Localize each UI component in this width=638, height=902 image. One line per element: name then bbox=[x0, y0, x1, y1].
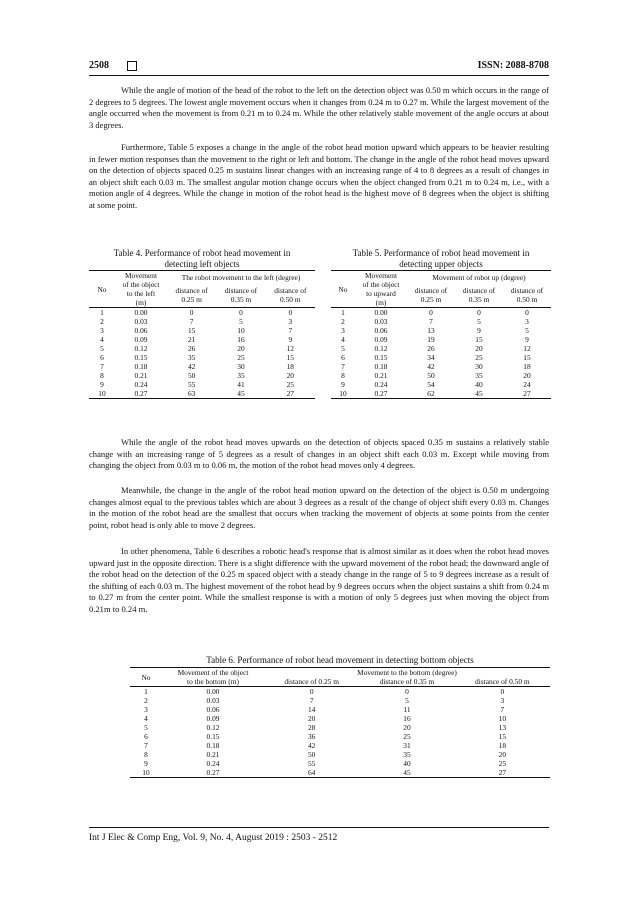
table-4-caption-line-1: Table 4. Performance of robot head movement in bbox=[113, 248, 291, 258]
table-cell: 19 bbox=[427, 335, 435, 344]
table-cell: 7 bbox=[144, 741, 148, 750]
table-cell: 0.21 bbox=[374, 371, 388, 380]
table-4-header-movement bbox=[115, 271, 167, 308]
table-cell: 35 bbox=[187, 353, 196, 362]
table-cell: 50 bbox=[187, 371, 196, 380]
table-row bbox=[89, 335, 315, 344]
table-5-caption bbox=[331, 248, 551, 270]
table-cell: 7 bbox=[341, 362, 345, 371]
table-5-header-movement-line: to upward bbox=[366, 289, 396, 298]
table-cell: 41 bbox=[237, 380, 245, 389]
table-5-header-d3-line: distance of bbox=[510, 286, 544, 296]
table-cell: 0 bbox=[500, 687, 505, 696]
table-cell: 26 bbox=[187, 344, 196, 353]
table-cell: 20 bbox=[237, 344, 245, 353]
table-cell: 4 bbox=[341, 335, 345, 344]
table-4-header-d1 bbox=[167, 283, 216, 307]
header-rule bbox=[89, 75, 549, 76]
table-cell: 3 bbox=[500, 696, 505, 705]
table-5-header-d1-line: 0.25 m bbox=[420, 295, 442, 305]
table-cell: 7 bbox=[189, 317, 194, 326]
table-cell: 2 bbox=[341, 317, 345, 326]
table-cell: 1 bbox=[341, 308, 345, 317]
table-cell: 36 bbox=[307, 732, 316, 741]
table-cell: 20 bbox=[403, 723, 411, 732]
table-cell: 45 bbox=[403, 768, 411, 777]
table-cell: 62 bbox=[427, 389, 435, 398]
table-cell: 31 bbox=[403, 741, 411, 750]
table-cell: 26 bbox=[427, 344, 435, 353]
table-cell: 64 bbox=[307, 768, 316, 777]
table-cell: 0.21 bbox=[206, 750, 220, 759]
table-cell: 55 bbox=[187, 380, 196, 389]
table-4-header-d3 bbox=[266, 283, 315, 307]
table-cell: 25 bbox=[403, 732, 411, 741]
table-cell: 4 bbox=[100, 335, 104, 344]
table-5-caption-line-1: Table 5. Performance of robot head movement in bbox=[352, 248, 530, 258]
table-4-header-movement-line: to the left bbox=[126, 289, 156, 298]
table-cell: 45 bbox=[237, 389, 245, 398]
table-cell: 0 bbox=[477, 308, 481, 317]
table-cell: 27 bbox=[523, 389, 531, 398]
table-5 bbox=[331, 270, 551, 399]
table-cell: 30 bbox=[475, 362, 483, 371]
table-cell: 28 bbox=[307, 723, 316, 732]
table-row bbox=[130, 714, 550, 723]
table-cell: 0.03 bbox=[206, 696, 220, 705]
table-cell: 1 bbox=[100, 308, 104, 317]
table-cell: 0 bbox=[525, 308, 529, 317]
table-cell: 15 bbox=[523, 353, 531, 362]
table-cell: 0.09 bbox=[134, 335, 148, 344]
table-row bbox=[130, 687, 550, 697]
table-row bbox=[331, 362, 551, 371]
table-cell: 7 bbox=[500, 705, 505, 714]
table-cell: 0 bbox=[239, 308, 243, 317]
table-cell: 27 bbox=[286, 389, 294, 398]
table-cell: 0.09 bbox=[206, 714, 220, 723]
table-cell: 3 bbox=[100, 326, 104, 335]
table-cell: 0.24 bbox=[206, 759, 220, 768]
page-header bbox=[89, 60, 549, 74]
table-cell: 42 bbox=[187, 362, 196, 371]
table-5-header-d1-line: distance of bbox=[414, 286, 448, 296]
table-cell: 40 bbox=[475, 380, 483, 389]
table-cell: 10 bbox=[237, 326, 245, 335]
table-cell: 16 bbox=[403, 714, 411, 723]
footer-rule bbox=[89, 827, 549, 828]
table-cell: 9 bbox=[144, 759, 148, 768]
table-4-caption bbox=[89, 248, 315, 270]
table-5-header-d2-line: distance of bbox=[462, 286, 496, 296]
table-6-header-d1: distance of 0.25 m bbox=[284, 677, 339, 686]
table-cell: 0.03 bbox=[374, 317, 388, 326]
paragraph-4: Meanwhile, the change in the angle of the robot head motion upward on the detection of the object is 0.50 m undergoing changes almost equal to the previous tables which are about 3 degrees as a result of the change of object shift every 0.03 m. Changes in the motion of the robot head are the smallest that occurs when tracking the movement of objects at some points from the center point, robot head is only able to move 2 degrees. bbox=[89, 485, 549, 530]
table-cell: 0.24 bbox=[134, 380, 148, 389]
table-cell: 27 bbox=[498, 768, 507, 777]
table-row bbox=[331, 380, 551, 389]
table-5-header-d1 bbox=[407, 283, 455, 307]
table-4-header-d2 bbox=[216, 283, 265, 307]
table-cell: 6 bbox=[100, 353, 104, 362]
table-cell: 0.06 bbox=[206, 705, 220, 714]
table-cell: 8 bbox=[144, 750, 148, 759]
table-cell: 0.06 bbox=[374, 326, 388, 335]
table-4 bbox=[89, 270, 315, 399]
table-6-caption: Table 6. Performance of robot head movement in detecting bottom objects bbox=[206, 655, 474, 665]
table-cell: 3 bbox=[288, 317, 293, 326]
table-cell: 6 bbox=[144, 732, 148, 741]
table-row bbox=[89, 371, 315, 380]
table-cell: 0.18 bbox=[206, 741, 220, 750]
table-6-header-no: No bbox=[130, 668, 162, 687]
table-cell: 0 bbox=[405, 687, 409, 696]
table-6-header-movement bbox=[162, 668, 264, 687]
table-cell: 25 bbox=[475, 353, 483, 362]
table-row bbox=[331, 353, 551, 362]
table-cell: 50 bbox=[307, 750, 316, 759]
paragraph-3: While the angle of the robot head moves upwards on the detection of objects spaced 0.35 m sustains a relatively stable change with an increasing range of 5 degrees as a result of changes in an object shift each 0.03 m. Except while moving from changing the object from 0.03 m to 0.06 m, the motion of the robot head moves only 4 degrees. bbox=[89, 437, 549, 471]
table-row bbox=[130, 723, 550, 732]
table-4-caption-line-2: detecting left objects bbox=[164, 259, 240, 269]
table-4-header-d2-line: distance of bbox=[224, 286, 258, 296]
table-cell: 0 bbox=[429, 308, 433, 317]
table-4-header-d3-line: 0.50 m bbox=[280, 295, 301, 305]
table-cell: 35 bbox=[475, 371, 483, 380]
table-cell: 35 bbox=[403, 750, 411, 759]
table-5-header-no: No bbox=[331, 271, 355, 308]
table-cell: 0.18 bbox=[374, 362, 388, 371]
table-cell: 13 bbox=[498, 723, 507, 732]
table-6-header-d3: distance of 0.50 m bbox=[475, 677, 530, 686]
table-cell: 35 bbox=[237, 371, 245, 380]
table-cell: 30 bbox=[237, 362, 245, 371]
table-cell: 50 bbox=[427, 371, 435, 380]
table-row bbox=[89, 380, 315, 389]
table-cell: 42 bbox=[307, 741, 316, 750]
table-cell: 14 bbox=[307, 705, 316, 714]
table-cell: 0.18 bbox=[134, 362, 148, 371]
table-cell: 13 bbox=[427, 326, 435, 335]
table-4-header-movement-line: Movement bbox=[124, 271, 158, 280]
table-cell: 16 bbox=[237, 335, 245, 344]
table-cell: 0.27 bbox=[206, 768, 220, 777]
table-cell: 4 bbox=[144, 714, 148, 723]
table-cell: 15 bbox=[498, 732, 507, 741]
table-6-header-movement-line: Movement of the object bbox=[177, 668, 249, 677]
table-cell: 9 bbox=[525, 335, 529, 344]
table-cell: 11 bbox=[403, 705, 411, 714]
table-4-header-group: The robot movement to the left (degree) bbox=[181, 272, 301, 282]
table-cell: 15 bbox=[475, 335, 483, 344]
table-row bbox=[130, 705, 550, 714]
table-row bbox=[331, 344, 551, 353]
table-row bbox=[89, 389, 315, 399]
table-row bbox=[130, 696, 550, 705]
table-cell: 3 bbox=[341, 326, 345, 335]
table-cell: 0 bbox=[189, 308, 194, 317]
table-cell: 21 bbox=[187, 335, 196, 344]
table-row bbox=[130, 741, 550, 750]
table-5-caption-line-2: detecting upper objects bbox=[399, 259, 483, 269]
table-cell: 10 bbox=[142, 768, 150, 777]
table-cell: 20 bbox=[286, 371, 294, 380]
table-cell: 40 bbox=[403, 759, 411, 768]
table-5-header-movement-line: of the object bbox=[362, 280, 400, 289]
table-cell: 18 bbox=[498, 741, 507, 750]
table-row bbox=[89, 362, 315, 371]
table-4-header-d2-line: 0.35 m bbox=[230, 295, 252, 305]
table-4-header-movement-line: (m) bbox=[135, 298, 147, 307]
table-cell: 0.00 bbox=[206, 687, 220, 696]
table-row bbox=[130, 768, 550, 778]
box-symbol-icon bbox=[127, 61, 137, 71]
table-cell: 0.12 bbox=[206, 723, 220, 732]
table-cell: 63 bbox=[187, 389, 196, 398]
page-number: 2508 bbox=[89, 60, 109, 71]
table-cell: 2 bbox=[144, 696, 148, 705]
table-cell: 9 bbox=[477, 326, 481, 335]
table-cell: 2 bbox=[100, 317, 104, 326]
table-cell: 24 bbox=[523, 380, 531, 389]
table-cell: 5 bbox=[100, 344, 104, 353]
table-cell: 9 bbox=[341, 380, 345, 389]
table-cell: 20 bbox=[307, 714, 316, 723]
table-row bbox=[130, 750, 550, 759]
table-cell: 9 bbox=[288, 335, 293, 344]
table-cell: 12 bbox=[523, 344, 531, 353]
table-6-header-group: Movement to the bottom (degree) bbox=[357, 668, 457, 677]
table-cell: 20 bbox=[475, 344, 483, 353]
table-cell: 18 bbox=[523, 362, 531, 371]
table-row bbox=[89, 308, 315, 318]
table-cell: 45 bbox=[475, 389, 483, 398]
table-cell: 25 bbox=[237, 353, 245, 362]
table-cell: 0 bbox=[288, 308, 293, 317]
table-cell: 10 bbox=[498, 714, 507, 723]
table-cell: 12 bbox=[286, 344, 294, 353]
table-4-header-d1-line: 0.25 m bbox=[181, 295, 202, 305]
table-cell: 5 bbox=[341, 344, 345, 353]
table-4-header-d1-line: distance of bbox=[175, 286, 208, 296]
table-cell: 25 bbox=[286, 380, 294, 389]
table-row bbox=[130, 732, 550, 741]
table-cell: 0.09 bbox=[374, 335, 388, 344]
table-cell: 0.12 bbox=[134, 344, 148, 353]
table-cell: 7 bbox=[100, 362, 104, 371]
table-cell: 0.24 bbox=[374, 380, 388, 389]
table-row bbox=[89, 317, 315, 326]
table-cell: 8 bbox=[100, 371, 104, 380]
table-cell: 9 bbox=[100, 380, 104, 389]
paragraph-5: In other phenomena, Table 6 describes a robotic head's response that is almost similar as it does when the robot head moves upward just in the opposite direction. There is a slight difference with the upward movement of the robot head; the downward angle of the robot head on the detection of the 0.25 m spaced object with a steady change in the range of 5 to 9 degrees increase as a result of the shifting of each 0.03 m. The highest movement of the robot head by 9 degrees occurs when the object sustains a shift from 0.24 m to 0.27 m from the center point. While the smallest response is with a motion of only 5 degrees just when moving the object from 0.21m to 0.24 m. bbox=[89, 546, 549, 614]
table-row bbox=[89, 326, 315, 335]
table-cell: 10 bbox=[98, 389, 106, 398]
table-row bbox=[331, 335, 551, 344]
table-cell: 42 bbox=[427, 362, 435, 371]
table-cell: 0.03 bbox=[134, 317, 148, 326]
table-cell: 3 bbox=[144, 705, 148, 714]
table-5-header-group: Movement of robot up (degree) bbox=[432, 272, 526, 282]
table-5-header-d3-line: 0.50 m bbox=[516, 295, 538, 305]
table-cell: 7 bbox=[288, 326, 293, 335]
table-cell: 15 bbox=[187, 326, 196, 335]
table-5-header-d2 bbox=[455, 283, 503, 307]
table-cell: 8 bbox=[341, 371, 345, 380]
table-row bbox=[89, 344, 315, 353]
paragraph-2: Furthermore, Table 5 exposes a change in the angle of the robot head motion upward which appears to be heavier resulting in fewer motion responses than the movement to the right or left and bottom. The change in the angle of the robot head moves upward on the detection of objects spaced 0.25 m sustains linear changes with an increasing range of 4 to 8 degrees as a result of changes in an object shift each 0.03 m. The smallest angular motion change occurs when the object changed from 0.21 m to 0.24 m, i.e., with a motion angle of 4 degrees. While the change in motion of the robot head is the highest move of 8 degrees when the object is shifting at some point. bbox=[89, 142, 549, 210]
table-cell: 5 bbox=[239, 317, 243, 326]
table-cell: 0.27 bbox=[374, 389, 388, 398]
footer-citation: Int J Elec & Comp Eng, Vol. 9, No. 4, August 2019 : 2503 - 2512 bbox=[89, 833, 338, 843]
table-5-header-movement bbox=[355, 271, 407, 308]
table-5-header-movement-line: (m) bbox=[375, 298, 387, 307]
table-cell: 5 bbox=[405, 696, 409, 705]
table-cell: 0.15 bbox=[374, 353, 388, 362]
table-cell: 0.27 bbox=[134, 389, 148, 398]
table-6-header-d2: distance of 0.35 m bbox=[379, 677, 435, 686]
table-row bbox=[331, 317, 551, 326]
table-row bbox=[331, 371, 551, 380]
issn: ISSN: 2088-8708 bbox=[477, 60, 549, 71]
table-cell: 6 bbox=[341, 353, 345, 362]
table-row bbox=[331, 326, 551, 335]
table-cell: 1 bbox=[144, 687, 148, 696]
table-4-header-movement-line: of the object bbox=[122, 280, 160, 289]
table-5-header-d3 bbox=[503, 283, 551, 307]
table-row bbox=[331, 308, 551, 318]
table-cell: 20 bbox=[523, 371, 531, 380]
table-cell: 54 bbox=[427, 380, 435, 389]
table-row bbox=[89, 353, 315, 362]
table-cell: 18 bbox=[286, 362, 294, 371]
table-cell: 0 bbox=[309, 687, 314, 696]
table-cell: 7 bbox=[309, 696, 314, 705]
paragraph-1: While the angle of motion of the head of the robot to the left on the detection object was 0.50 m which occurs in the range of 2 degrees to 5 degrees. The lowest angle movement occurs when it changes from 0.24 m to 0.27 m. While the largest movement of the angle occurred when the movement is from 0.21 m to 0.24 m. While the other relatively stable movement of the angle occurs at about 3 degrees. bbox=[89, 85, 549, 130]
table-cell: 0.15 bbox=[206, 732, 220, 741]
table-cell: 55 bbox=[307, 759, 316, 768]
table-6 bbox=[130, 667, 550, 778]
table-cell: 5 bbox=[144, 723, 148, 732]
table-4-header-no: No bbox=[89, 271, 115, 308]
table-5-header-movement-line: Movement bbox=[364, 271, 398, 280]
table-cell: 0.15 bbox=[134, 353, 148, 362]
table-cell: 3 bbox=[525, 317, 529, 326]
table-cell: 7 bbox=[429, 317, 433, 326]
table-cell: 0.06 bbox=[134, 326, 148, 335]
table-cell: 0.12 bbox=[374, 344, 388, 353]
table-row bbox=[331, 389, 551, 399]
table-cell: 0.00 bbox=[374, 308, 388, 317]
table-5-header-d2-line: 0.35 m bbox=[468, 295, 490, 305]
table-row bbox=[130, 759, 550, 768]
table-cell: 15 bbox=[286, 353, 294, 362]
table-cell: 25 bbox=[498, 759, 507, 768]
table-cell: 5 bbox=[477, 317, 481, 326]
table-6-header-movement-line: to the bottom (m) bbox=[187, 677, 239, 686]
table-4-header-d3-line: distance of bbox=[274, 286, 307, 296]
table-cell: 20 bbox=[498, 750, 507, 759]
table-cell: 5 bbox=[525, 326, 529, 335]
table-cell: 10 bbox=[339, 389, 347, 398]
table-cell: 0.21 bbox=[134, 371, 148, 380]
table-cell: 34 bbox=[427, 353, 435, 362]
table-cell: 0.00 bbox=[134, 308, 148, 317]
